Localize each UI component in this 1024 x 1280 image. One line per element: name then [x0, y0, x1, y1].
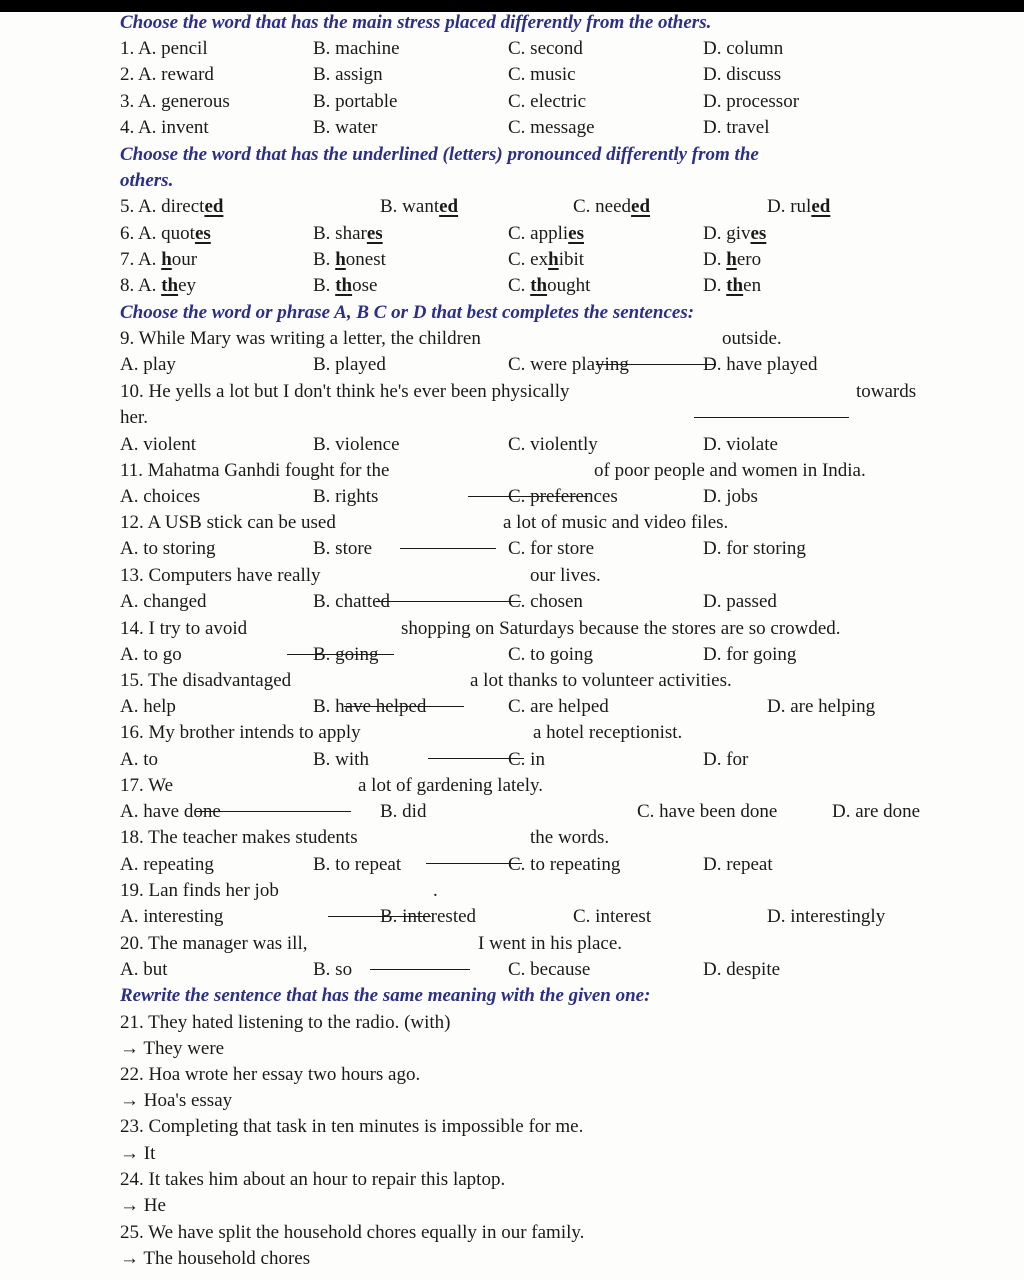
option-b: B. chatted — [313, 591, 391, 612]
option-d: D. have played — [703, 354, 818, 375]
option-c: C. thought — [508, 275, 591, 296]
option-a: 6. A. quotes — [120, 223, 211, 244]
question-row — [0, 352, 1024, 378]
question-row — [0, 62, 1024, 88]
option-b: B. store — [313, 538, 373, 559]
question-stem: 12. A USB stick can be used a lot of music and video files. — [0, 510, 1024, 536]
option-b: B. rights — [313, 486, 379, 507]
rewrite-question: 24. It takes him about an hour to repair this laptop. — [120, 1169, 506, 1190]
question-row — [0, 36, 1024, 62]
option-c: C. in — [508, 749, 545, 770]
option-d: D. column — [703, 38, 784, 59]
question-row — [0, 247, 1024, 273]
question-row — [0, 536, 1024, 562]
option-d: D. then — [703, 275, 762, 296]
stress-heading: Choose the word that has the main stress placed differently from the others. — [120, 12, 712, 33]
option-b: B. wanted — [380, 196, 459, 217]
question-stem: 17. We a lot of gardening lately. — [0, 773, 1024, 799]
rewrite-question: 23. Completing that task in ten minutes is impossible for me. — [120, 1116, 584, 1137]
option-b: B. to repeat — [313, 854, 402, 875]
option-a: 5. A. directed — [120, 196, 224, 217]
option-c: C. exhibit — [508, 249, 585, 270]
option-c: C. for store — [508, 538, 595, 559]
rewrite-heading: Rewrite the sentence that has the same meaning with the given one: — [120, 985, 651, 1006]
option-b: B. machine — [313, 38, 400, 59]
option-c: C. preferences — [508, 486, 618, 507]
option-a: 3. A. generous — [120, 91, 230, 112]
option-a: A. interesting — [120, 906, 224, 927]
question-row — [0, 484, 1024, 510]
option-b: B. those — [313, 275, 378, 296]
question-row — [0, 432, 1024, 458]
option-d: D. discuss — [703, 64, 782, 85]
option-d: D. passed — [703, 591, 777, 612]
option-c: C. to repeating — [508, 854, 621, 875]
option-a: 1. A. pencil — [120, 38, 208, 59]
question-stem: 11. Mahatma Ganhdi fought for the of poor people and women in India. — [0, 458, 1024, 484]
question-stem: 15. The disadvantaged a lot thanks to volunteer activities. — [0, 668, 1024, 694]
option-d: D. gives — [703, 223, 767, 244]
option-d: D. for — [703, 749, 749, 770]
option-b: B. honest — [313, 249, 386, 270]
question-stem: 10. He yells a lot but I don't think he's ever been physically towards — [0, 379, 1024, 405]
option-a: A. help — [120, 696, 176, 717]
question-stem: 19. Lan finds her job . — [0, 878, 1024, 904]
option-b: B. so — [313, 959, 353, 980]
option-b: B. interested — [380, 906, 477, 927]
option-b: B. shares — [313, 223, 383, 244]
option-d: D. hero — [703, 249, 762, 270]
option-d: D. ruled — [767, 196, 831, 217]
option-a: A. to go — [120, 644, 182, 665]
option-b: B. portable — [313, 91, 398, 112]
option-b: B. did — [380, 801, 427, 822]
option-c: C. have been done — [637, 801, 778, 822]
option-a: A. to storing — [120, 538, 216, 559]
question-stem: 13. Computers have really our lives. — [0, 563, 1024, 589]
option-d: D. for storing — [703, 538, 806, 559]
option-d: D. violate — [703, 434, 778, 455]
question-stem: 20. The manager was ill, I went in his place. — [0, 931, 1024, 957]
option-a: 8. A. they — [120, 275, 197, 296]
option-a: A. violent — [120, 434, 196, 455]
option-d: D. travel — [703, 117, 770, 138]
option-d: D. despite — [703, 959, 781, 980]
option-a: 4. A. invent — [120, 117, 209, 138]
option-a: A. to — [120, 749, 158, 770]
question-stem: 18. The teacher makes students the words. — [0, 825, 1024, 851]
option-c: C. because — [508, 959, 591, 980]
option-b: B. violence — [313, 434, 400, 455]
question-row — [0, 194, 1024, 220]
option-a: A. changed — [120, 591, 207, 612]
pronunciation-heading: Choose the word that has the underlined (letters) pronounced differently from the — [120, 144, 759, 165]
option-d: D. processor — [703, 91, 800, 112]
option-d: D. jobs — [703, 486, 758, 507]
question-row — [0, 273, 1024, 299]
question-row — [0, 904, 1024, 930]
rewrite-answer: → Hoa's essay — [120, 1090, 233, 1111]
option-b: B. water — [313, 117, 378, 138]
rewrite-answer: → They were — [120, 1038, 225, 1059]
option-a: A. have done — [120, 801, 221, 822]
option-b: B. with — [313, 749, 369, 770]
question-row — [0, 89, 1024, 115]
option-b: B. assign — [313, 64, 383, 85]
option-a: A. choices — [120, 486, 201, 507]
question-stem: 14. I try to avoid shopping on Saturdays because the stores are so crowded. — [0, 616, 1024, 642]
question-row — [0, 799, 1024, 825]
option-c: C. music — [508, 64, 576, 85]
option-c: C. are helped — [508, 696, 609, 717]
option-d: D. for going — [703, 644, 797, 665]
question-row — [0, 852, 1024, 878]
option-c: C. violently — [508, 434, 598, 455]
question-row — [0, 694, 1024, 720]
option-c: C. electric — [508, 91, 587, 112]
pronunciation-heading-cont: others. — [120, 170, 174, 191]
rewrite-answer: → He — [120, 1195, 166, 1216]
option-b: B. have helped — [313, 696, 427, 717]
option-c: C. to going — [508, 644, 593, 665]
option-a: A. repeating — [120, 854, 214, 875]
rewrite-answer: → It — [120, 1143, 156, 1164]
question-stem: 16. My brother intends to apply a hotel receptionist. — [0, 720, 1024, 746]
question-row — [0, 642, 1024, 668]
option-c: C. applies — [508, 223, 584, 244]
option-b: B. going — [313, 644, 379, 665]
rewrite-question: 21. They hated listening to the radio. (with) — [120, 1012, 451, 1033]
question-row — [0, 747, 1024, 773]
option-c: C. second — [508, 38, 583, 59]
option-d: D. repeat — [703, 854, 773, 875]
option-a: A. but — [120, 959, 168, 980]
option-c: C. message — [508, 117, 595, 138]
rewrite-question: 25. We have split the household chores equally in our family. — [120, 1222, 585, 1243]
option-c: C. were playing — [508, 354, 629, 375]
question-row — [0, 589, 1024, 615]
option-c: C. chosen — [508, 591, 583, 612]
question-row — [0, 957, 1024, 983]
option-d: D. are helping — [767, 696, 876, 717]
option-d: D. are done — [832, 801, 921, 822]
option-d: D. interestingly — [767, 906, 886, 927]
option-c: C. needed — [573, 196, 651, 217]
rewrite-answer: → The household chores — [120, 1248, 311, 1269]
rewrite-question: 22. Hoa wrote her essay two hours ago. — [120, 1064, 421, 1085]
mc-heading: Choose the word or phrase A, B C or D that best completes the sentences: — [120, 302, 695, 323]
question-stem-cont: her. — [120, 407, 148, 428]
question-stem: 9. While Mary was writing a letter, the children outside. — [0, 326, 1024, 352]
worksheet-page — [0, 12, 1024, 1280]
option-a: 7. A. hour — [120, 249, 198, 270]
option-a: A. play — [120, 354, 176, 375]
question-row — [0, 221, 1024, 247]
question-row — [0, 115, 1024, 141]
option-c: C. interest — [573, 906, 652, 927]
option-a: 2. A. reward — [120, 64, 214, 85]
option-b: B. played — [313, 354, 386, 375]
